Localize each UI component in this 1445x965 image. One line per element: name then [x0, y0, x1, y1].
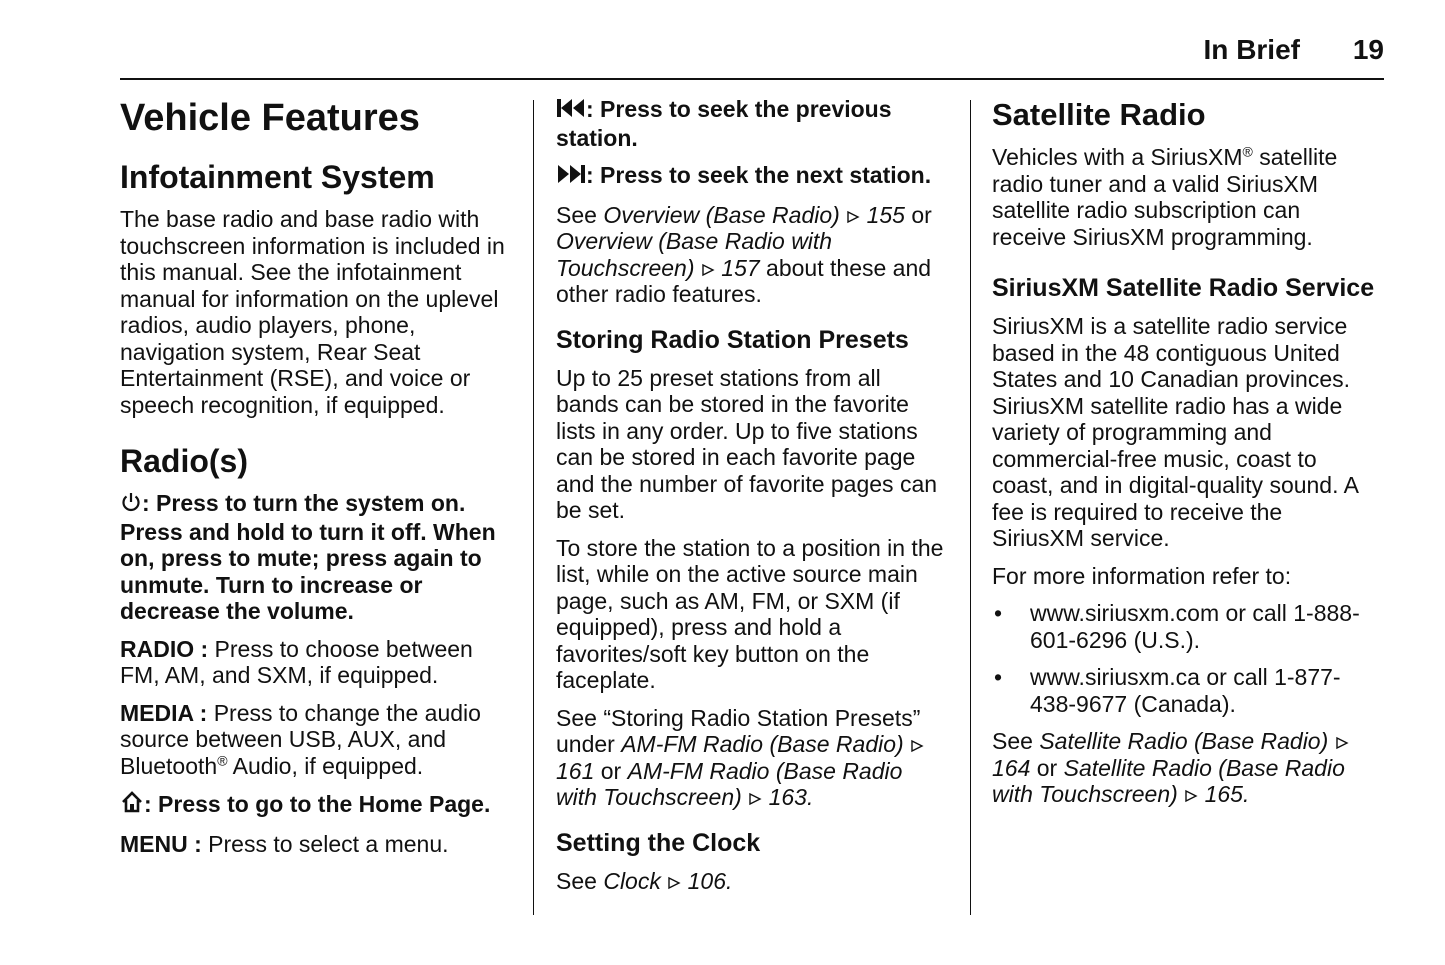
clock-heading: Setting the Clock — [556, 828, 761, 857]
reference-arrow-icon — [701, 257, 715, 273]
satellite-see-paragraph — [992, 728, 1377, 808]
see-text: See — [556, 201, 604, 228]
or-text: or — [594, 757, 628, 784]
menu-label: MENU : — [120, 830, 202, 857]
menu-paragraph — [120, 831, 515, 858]
bullet: • — [994, 600, 1003, 626]
amfm-touch-link[interactable]: AM-FM Radio (Base Radio with Touchscreen) — [556, 757, 903, 810]
satellite-heading: Satellite Radio — [992, 97, 1206, 132]
satellite-text — [992, 144, 1377, 250]
list-item — [992, 600, 1377, 653]
home-icon — [120, 790, 144, 820]
overview-base-link[interactable]: Overview (Base Radio) — [603, 201, 840, 228]
page-header — [120, 30, 1384, 80]
page-ref-161: 161 — [556, 757, 595, 784]
contact-list — [992, 600, 1377, 717]
page-ref-164: 164 — [992, 754, 1031, 781]
satellite-text-end: satellite radio tuner and a valid SiriusXM satellite radio subscription can receive SiriusXM programming. — [992, 144, 1338, 250]
column-middle — [556, 96, 948, 905]
home-paragraph — [120, 790, 515, 820]
section-title: In Brief — [1203, 34, 1300, 65]
column-divider — [970, 100, 971, 915]
contact-us: www.siriusxm.com or call 1-888-601-6296 (U.S.). — [1030, 600, 1360, 653]
page-ref-157: 157 — [721, 254, 760, 281]
seek-previous-text: : Press to seek the previous station. — [556, 96, 892, 151]
infotainment-heading: Infotainment System — [120, 159, 435, 195]
radios-heading: Radio(s) — [120, 443, 248, 479]
infotainment-text: The base radio and base radio with touchscreen information is included in this manual. See the infotainment manual for information on the uplevel radios, audio players, phone, navigation system, Rear Seat Entertainment (RSE), and voice or speech recognition, if equipped. — [120, 206, 505, 418]
contact-canada: www.siriusxm.ca or call 1-877-438-9677 (Canada). — [1030, 664, 1341, 717]
power-paragraph — [120, 490, 515, 625]
page-ref-106: 106. — [687, 867, 733, 894]
registered-mark: ® — [1242, 143, 1253, 160]
page-ref-155: 155 — [866, 201, 905, 228]
clock-link[interactable]: Clock — [603, 867, 661, 894]
radio-paragraph — [120, 636, 515, 689]
menu-text: Press to select a menu. — [201, 830, 449, 857]
clock-paragraph — [556, 868, 948, 895]
reference-arrow-icon — [1335, 730, 1349, 746]
presets-text-2: To store the station to a position in the list, while on the active source main page, such as AM, FM, or SXM (if equipped), press and hold a favorites/soft key button on the faceplate. — [556, 534, 944, 693]
see-presets-text: See “Storing Radio Station Presets” under — [556, 704, 921, 757]
presets-see-paragraph — [556, 705, 948, 811]
page-number: 19 — [1352, 34, 1384, 65]
presets-text-1: Up to 25 preset stations from all bands can be stored in the favorite lists in any order. Up to five stations can be stored in each favorite page and the number of favorite pages can be set. — [556, 364, 938, 523]
overview-touch-link[interactable]: Overview (Base Radio with Touchscreen) — [556, 228, 833, 281]
page-title: Vehicle Features — [120, 97, 420, 139]
power-icon — [120, 491, 142, 519]
sat-base-link[interactable]: Satellite Radio (Base Radio) — [1039, 728, 1329, 754]
reference-arrow-icon — [667, 870, 681, 886]
presets-heading: Storing Radio Station Presets — [556, 325, 909, 354]
reference-arrow-icon — [910, 733, 924, 749]
amfm-base-link[interactable]: AM-FM Radio (Base Radio) — [621, 731, 904, 757]
media-label: MEDIA : — [120, 699, 208, 726]
seek-next-icon — [556, 163, 586, 191]
see-text: See — [992, 728, 1040, 754]
see-text: See — [556, 867, 604, 894]
radio-label: RADIO : — [120, 635, 209, 662]
service-text: SiriusXM is a satellite radio service based in the 48 contiguous United States and 10 Canadian provinces. SiriusXM satellite radio has a wide variety of programming and commercial-free music, coast to coast, and in digital-quality sound. A fee is required to receive the SiriusXM service. — [992, 313, 1358, 551]
satellite-text-start: Vehicles with a SiriusXM — [992, 144, 1243, 170]
sat-touch-link[interactable]: Satellite Radio (Base Radio with Touchscreen) — [992, 754, 1345, 807]
reference-arrow-icon — [748, 786, 762, 802]
radio-text: Press to choose between FM, AM, and SXM, if equipped. — [120, 635, 473, 688]
column-right — [992, 96, 1377, 819]
home-text: : Press to go to the Home Page. — [144, 791, 491, 817]
page-ref-165: 165. — [1204, 781, 1250, 807]
service-heading: SiriusXM Satellite Radio Service — [992, 274, 1375, 302]
column-left — [120, 96, 515, 868]
column-divider — [533, 100, 534, 915]
seek-previous-icon — [556, 97, 586, 125]
list-item — [992, 664, 1377, 717]
or-text: or — [1030, 754, 1064, 781]
or-text: or — [904, 201, 932, 228]
reference-arrow-icon — [846, 204, 860, 220]
about-text: about these and other radio features. — [556, 254, 932, 307]
bullet: • — [994, 664, 1003, 690]
media-text-end: Audio, if equipped. — [227, 752, 424, 779]
seek-next-text: : Press to seek the next station. — [586, 162, 932, 188]
media-text: Press to change the audio source between USB, AUX, and Bluetooth — [120, 699, 481, 779]
media-paragraph — [120, 700, 515, 780]
page-ref-163: 163. — [768, 784, 814, 810]
power-text: : Press to turn the system on. Press and hold to turn it off. When on, press to mute; press again to unmute. Turn to increase or decrease the volume. — [120, 490, 496, 624]
reference-arrow-icon — [1184, 783, 1198, 799]
more-info-text: For more information refer to: — [992, 562, 1292, 589]
seek-previous-paragraph — [556, 96, 948, 151]
registered-mark: ® — [217, 751, 228, 768]
overview-paragraph — [556, 202, 948, 308]
seek-next-paragraph — [556, 162, 948, 191]
